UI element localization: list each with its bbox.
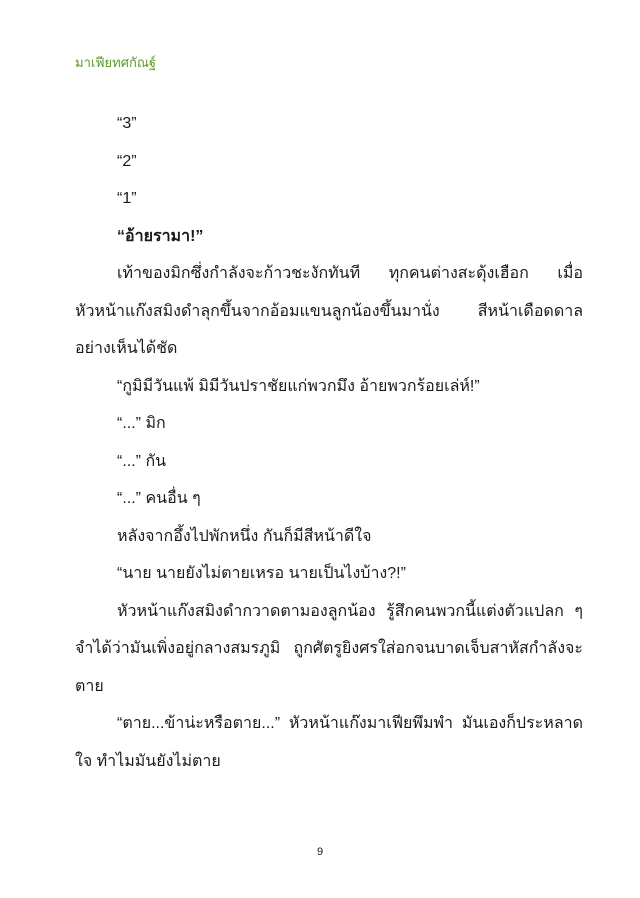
dialogue-line: “...” คนอื่น ๆ — [117, 490, 201, 507]
dialogue-line: “3” — [117, 115, 137, 132]
page-number: 9 — [316, 846, 324, 858]
narration-paragraph: “ตาย...ข้าน่ะหรือตาย...” หัวหน้าแก๊งมาเฟียพึมพำ มันเองก็ประหลาดใจ ทำไมมันยังไม่ตาย — [75, 715, 583, 770]
narration-paragraph: เท้าของมิกซึ่งกำลังจะก้าวชะงักทันที ทุกคนต่างสะดุ้งเฮือก เมื่อหัวหน้าแก๊งสมิงดำลุกขึ้นจากอ้อมแขนลูกน้องขึ้นมานั่ง สีหน้าเดือดดาลอย่างเห็นได้ชัด — [75, 265, 583, 357]
dialogue-line: “...” กัน — [117, 452, 167, 470]
dialogue-line: “...” มิก — [117, 415, 166, 432]
dialogue-line-bold: “อ้ายรามา!” — [117, 227, 204, 245]
dialogue-line: “กูมิมีวันแพ้ มิมีวันปราชัยแก่พวกมึง อ้ายพวกร้อยเล่ห์!” — [117, 377, 480, 395]
page-body — [75, 105, 583, 780]
narration-paragraph: หลังจากอึ้งไปพักหนึ่ง กันก็มีสีหน้าดีใจ — [117, 527, 372, 545]
dialogue-line: “2” — [117, 152, 137, 170]
dialogue-line: “นาย นายยังไม่ตายเหรอ นายเป็นไงบ้าง?!” — [117, 565, 406, 582]
running-header: มาเฟียทศกัณฐ์ — [75, 55, 157, 70]
dialogue-line: “1” — [117, 190, 137, 207]
narration-paragraph: หัวหน้าแก๊งสมิงดำกวาดตามองลูกน้อง รู้สึกคนพวกนี้แต่งตัวแปลก ๆ จำได้ว่ามันเพิ่งอยู่กลางสมรภูมิ ถูกศัตรูยิงศรใส่อกจนบาดเจ็บสาหัสกำลังจะตาย — [75, 602, 583, 695]
